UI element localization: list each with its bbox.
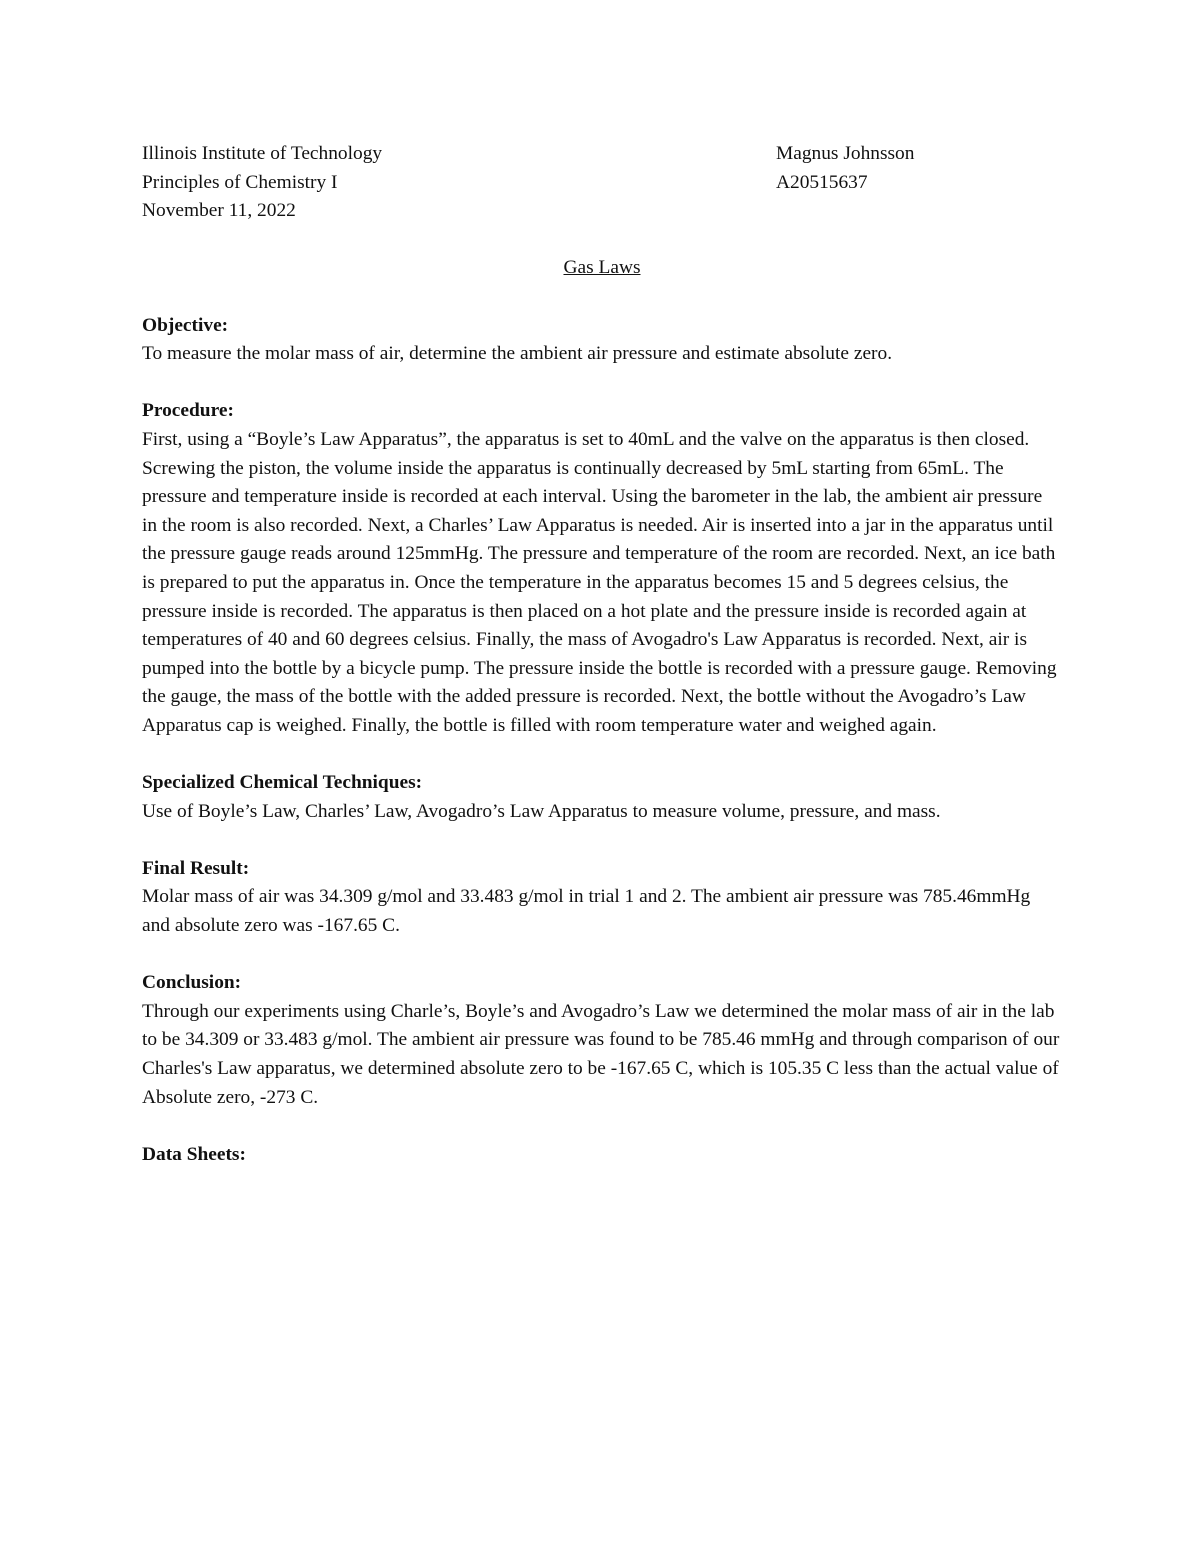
section-procedure xyxy=(142,397,1062,740)
section-final-result xyxy=(142,855,1062,941)
document-title: Gas Laws xyxy=(563,257,641,279)
section-body: Molar mass of air was 34.309 g/mol and 33.483 g/mol in trial 1 and 2. The ambient air pressure was 785.46mmHg and absolute zero was -167.65 C. xyxy=(142,886,1031,937)
section-heading: Specialized Chemical Techniques: xyxy=(142,772,423,794)
title-row xyxy=(142,254,1062,283)
section-body: First, using a “Boyle’s Law Apparatus”, the apparatus is set to 40mL and the valve on the apparatus is then closed. Screwing the piston, the volume inside the apparatus is continually decreased by 5mL starting from 65mL. The pressure and temperature inside is recorded at each interval. Using the barometer in the lab, the ambient air pressure in the room is also recorded. Next, a Charles’ Law Apparatus is needed. Air is inserted into a jar in the apparatus until the pressure gauge reads around 125mmHg. The pressure and temperature of the room are recorded. Next, an ice bath is prepared to put the apparatus in. Once the temperature in the apparatus becomes 15 and 5 degrees celsius, the pressure inside is recorded. The apparatus is then placed on a hot plate and the pressure inside is recorded again at temperatures of 40 and 60 degrees celsius. Finally, the mass of Avogadro's Law Apparatus is recorded. Next, air is pumped into the bottle by a bicycle pump. The pressure inside the bottle is recorded with a pressure gauge. Removing the gauge, the mass of the bottle with the added pressure is recorded. Next, the bottle without the Avogadro’s Law Apparatus cap is weighed. Finally, the bottle is filled with room temperature water and weighed again. xyxy=(142,428,1057,736)
section-heading: Data Sheets: xyxy=(142,1143,246,1165)
author-name: Magnus Johnsson xyxy=(776,143,915,164)
section-heading: Objective: xyxy=(142,314,229,336)
section-heading: Procedure: xyxy=(142,400,234,422)
section-heading: Conclusion: xyxy=(142,972,242,994)
section-body: To measure the molar mass of air, determine the ambient air pressure and estimate absolute zero. xyxy=(142,343,893,365)
institution-name: Illinois Institute of Technology xyxy=(142,143,383,164)
section-objective xyxy=(142,312,1062,369)
section-conclusion xyxy=(142,969,1062,1112)
course-name: Principles of Chemistry I xyxy=(142,171,338,193)
section-body: Through our experiments using Charle’s, Boyle’s and Avogadro’s Law we determined the molar mass of air in the lab to be 34.309 or 33.483 g/mol. The ambient air pressure was found to be 785.46 mmHg and through comparison of our Charles's Law apparatus, we determined absolute zero to be -167.65 C, which is 105.35 C less than the actual value of Absolute zero, -273 C. xyxy=(142,1000,1060,1108)
report-date: November 11, 2022 xyxy=(142,200,296,222)
section-body: Use of Boyle’s Law, Charles’ Law, Avogadro’s Law Apparatus to measure volume, pressure, and mass. xyxy=(142,800,941,822)
student-id: A20515637 xyxy=(776,171,868,193)
document-content xyxy=(142,140,1062,1198)
header-row-1 xyxy=(142,140,1062,169)
section-heading: Final Result: xyxy=(142,857,250,879)
section-data-sheets xyxy=(142,1141,1062,1170)
section-techniques xyxy=(142,769,1062,826)
header-row-3 xyxy=(142,197,1062,226)
header-row-2 xyxy=(142,169,1062,198)
